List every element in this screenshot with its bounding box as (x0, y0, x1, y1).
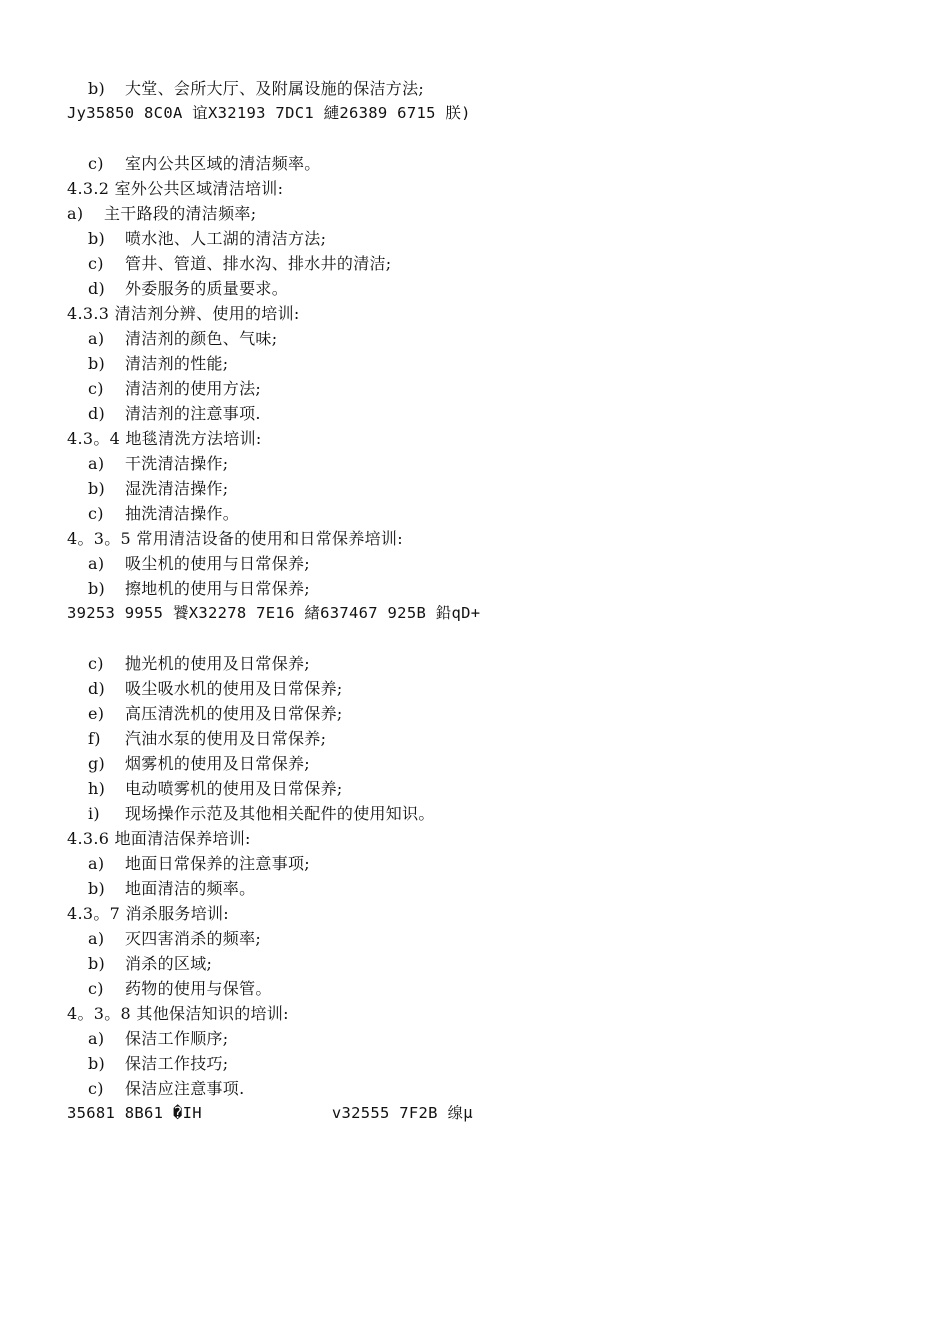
list-item-text: 清洁剂的颜色、气味; (125, 329, 278, 348)
list-item-label: d) (88, 404, 106, 423)
list-item (0, 951, 950, 976)
list-item-text: 抛光机的使用及日常保养; (125, 654, 310, 673)
list-item (0, 376, 950, 401)
list-item-label: f) (88, 729, 101, 748)
list-item (0, 226, 950, 251)
list-item-label: b) (88, 79, 106, 98)
list-item-text: 地面日常保养的注意事项; (125, 854, 310, 873)
list-item-text: 保洁工作技巧; (125, 1054, 229, 1073)
list-item (0, 476, 950, 501)
list-item-label: g) (88, 754, 106, 773)
list-item-label: a) (88, 329, 105, 348)
document-body (0, 76, 950, 1126)
section-heading: 4。3。8 其他保洁知识的培训: (67, 1004, 289, 1023)
list-item-label: i) (88, 804, 100, 823)
list-item-label: c) (88, 654, 104, 673)
list-item (0, 251, 950, 276)
list-item (0, 201, 950, 226)
list-item-text: 吸尘机的使用与日常保养; (125, 554, 310, 573)
list-item-text: 汽油水泵的使用及日常保养; (125, 729, 327, 748)
list-item-label: a) (88, 454, 105, 473)
list-item-text: 药物的使用与保管。 (125, 979, 272, 998)
list-item-label: b) (88, 579, 106, 598)
section-heading: 4.3.2 室外公共区域清洁培训: (67, 179, 284, 198)
list-item (0, 1076, 950, 1101)
list-item (0, 976, 950, 1001)
list-item (0, 551, 950, 576)
list-item-text: 清洁剂的使用方法; (125, 379, 262, 398)
section-heading: 4.3.6 地面清洁保养培训: (67, 829, 251, 848)
list-item-label: b) (88, 1054, 106, 1073)
list-item-text: 地面清洁的频率。 (125, 879, 256, 898)
list-item (0, 801, 950, 826)
list-item-label: c) (88, 504, 104, 523)
list-item-label: c) (88, 379, 104, 398)
list-item-label: b) (88, 954, 106, 973)
list-item (0, 401, 950, 426)
list-item (0, 876, 950, 901)
list-item-label: a) (88, 1029, 105, 1048)
list-item-label: c) (88, 979, 104, 998)
blank-line (0, 126, 950, 151)
list-item (0, 151, 950, 176)
list-item (0, 276, 950, 301)
list-item (0, 851, 950, 876)
list-item-label: a) (88, 929, 105, 948)
blank-line (0, 626, 950, 651)
list-item (0, 351, 950, 376)
list-item-label: e) (88, 704, 105, 723)
list-item-label: a) (88, 554, 105, 573)
section-heading: 4.3.3 清洁剂分辨、使用的培训: (67, 304, 300, 323)
list-item-label: d) (88, 679, 106, 698)
list-item (0, 701, 950, 726)
code-line: Jy35850 8C0A 谊X32193 7DC1 縺26389 6715 朕) (67, 104, 471, 122)
code-left: 35681 8B61 �IH (67, 1104, 202, 1122)
list-item (0, 576, 950, 601)
list-item-label: b) (88, 879, 106, 898)
list-item (0, 776, 950, 801)
list-item-label: b) (88, 229, 106, 248)
list-item (0, 926, 950, 951)
list-item-label: h) (88, 779, 106, 798)
list-item-label: c) (88, 154, 104, 173)
list-item-text: 干洗清洁操作; (125, 454, 229, 473)
list-item (0, 651, 950, 676)
list-item (0, 1026, 950, 1051)
list-item-text: 管井、管道、排水沟、排水井的清洁; (125, 254, 392, 273)
list-item-label: c) (88, 254, 104, 273)
list-item-text: 清洁剂的性能; (125, 354, 229, 373)
list-item-text: 室内公共区域的清洁频率。 (125, 154, 321, 173)
list-item-label: b) (88, 479, 106, 498)
list-item-text: 高压清洗机的使用及日常保养; (125, 704, 343, 723)
list-item-text: 保洁工作顺序; (125, 1029, 229, 1048)
list-item (0, 751, 950, 776)
list-item (0, 676, 950, 701)
list-item-text: 灭四害消杀的频率; (125, 929, 262, 948)
list-item (0, 726, 950, 751)
list-item-text: 电动喷雾机的使用及日常保养; (125, 779, 343, 798)
list-item-text: 外委服务的质量要求。 (125, 279, 289, 298)
list-item (0, 451, 950, 476)
section-heading: 4。3。5 常用清洁设备的使用和日常保养培训: (67, 529, 403, 548)
section-heading: 4.3。4 地毯清洗方法培训: (67, 429, 262, 448)
list-item-text: 清洁剂的注意事项. (125, 404, 261, 423)
list-item-label: a) (88, 854, 105, 873)
list-item-text: 消杀的区域; (125, 954, 213, 973)
code-right: v32555 7F2B 缐μ (331, 1104, 473, 1122)
list-item-label: d) (88, 279, 106, 298)
list-item-label: a) (67, 204, 84, 223)
list-item (0, 1051, 950, 1076)
list-item-text: 现场操作示范及其他相关配件的使用知识。 (125, 804, 435, 823)
list-item-text: 擦地机的使用与日常保养; (125, 579, 310, 598)
list-item (0, 326, 950, 351)
list-item-label: b) (88, 354, 106, 373)
code-line (0, 1101, 950, 1126)
list-item-label: c) (88, 1079, 104, 1098)
list-item (0, 76, 950, 101)
list-item-text: 大堂、会所大厅、及附属设施的保洁方法; (125, 79, 425, 98)
code-line: 39253 9955 饕X32278 7E16 緖637467 925B 鉛qD+ (67, 604, 481, 622)
list-item-text: 抽洗清洁操作。 (125, 504, 240, 523)
list-item-text: 吸尘吸水机的使用及日常保养; (125, 679, 343, 698)
list-item-text: 湿洗清洁操作; (125, 479, 229, 498)
list-item-text: 烟雾机的使用及日常保养; (125, 754, 310, 773)
section-heading: 4.3。7 消杀服务培训: (67, 904, 230, 923)
list-item-text: 喷水池、人工湖的清洁方法; (125, 229, 327, 248)
list-item-text: 保洁应注意事项. (125, 1079, 245, 1098)
list-item (0, 501, 950, 526)
list-item-text: 主干路段的清洁频率; (104, 204, 257, 223)
